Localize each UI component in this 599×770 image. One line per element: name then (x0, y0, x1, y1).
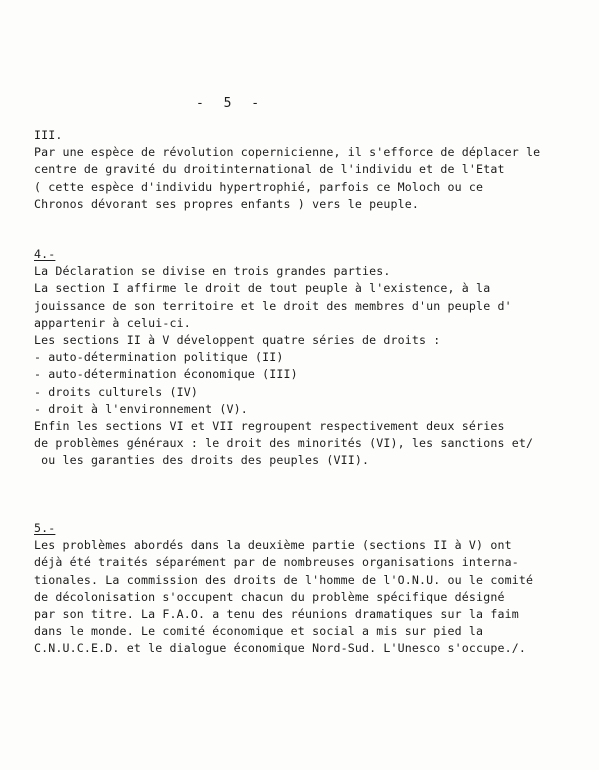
paragraph-line: jouissance de son territoire et le droit des membres d'un peuple d' (34, 298, 512, 313)
paragraph-line: Les sections II à V développent quatre séries de droits : (34, 333, 441, 348)
paragraph-line: par son titre. La F.A.O. a tenu des réunions dramatiques sur la faim (34, 607, 519, 622)
paragraph-line: La Déclaration se divise en trois grandes parties. (34, 264, 391, 279)
paragraph-line: tionales. La commission des droits de l'homme de l'O.N.U. ou le comité (34, 572, 534, 587)
list-item: - auto-détermination économique (III) (34, 367, 298, 382)
paragraph-line: dans le monde. Le comité économique et social a mis sur pied la (34, 624, 484, 639)
paragraph-line: de décolonisation s'occupent chacun du problème spécifique désigné (34, 589, 505, 604)
paragraph-line: Chronos dévorant ses propres enfants ) vers le peuple. (34, 196, 420, 211)
page-number: - 5 - (196, 96, 266, 111)
section-4-heading: 4.- (34, 247, 56, 261)
paragraph-line: de problèmes généraux : le droit des minorités (VI), les sanctions et/ (34, 436, 534, 451)
section-5 (34, 520, 574, 658)
paragraph-line: centre de gravité du droitinternational de l'individu et de l'Etat (34, 162, 505, 177)
paragraph-line: C.N.U.C.E.D. et le dialogue économique Nord-Sud. L'Unesco s'occupe./. (34, 641, 526, 656)
paragraph-line: Les problèmes abordés dans la deuxième partie (sections II à V) ont (34, 538, 512, 553)
list-item: - droit à l'environnement (V). (34, 401, 248, 416)
list-item: - droits culturels (IV) (34, 384, 198, 399)
section-4 (34, 246, 574, 470)
paragraph-line: déjà été traités séparément par de nombreuses organisations interna- (34, 555, 519, 570)
paragraph-line: La section I affirme le droit de tout peuple à l'existence, à la (34, 281, 491, 296)
paragraph-line: ou les garanties des droits des peuples (VII). (34, 453, 370, 468)
section-5-heading: 5.- (34, 521, 56, 535)
section-iii-heading: III. (34, 128, 63, 142)
section-iii (34, 127, 574, 213)
paragraph-line: appartenir à celui-ci. (34, 315, 191, 330)
paragraph-line: Enfin les sections VI et VII regroupent respectivement deux séries (34, 419, 505, 434)
paragraph-line: Par une espèce de révolution copernicienne, il s'efforce de déplacer le (34, 145, 541, 160)
list-item: - auto-détermination politique (II) (34, 350, 284, 365)
paragraph-line: ( cette espèce d'individu hypertrophié, parfois ce Moloch ou ce (34, 179, 484, 194)
